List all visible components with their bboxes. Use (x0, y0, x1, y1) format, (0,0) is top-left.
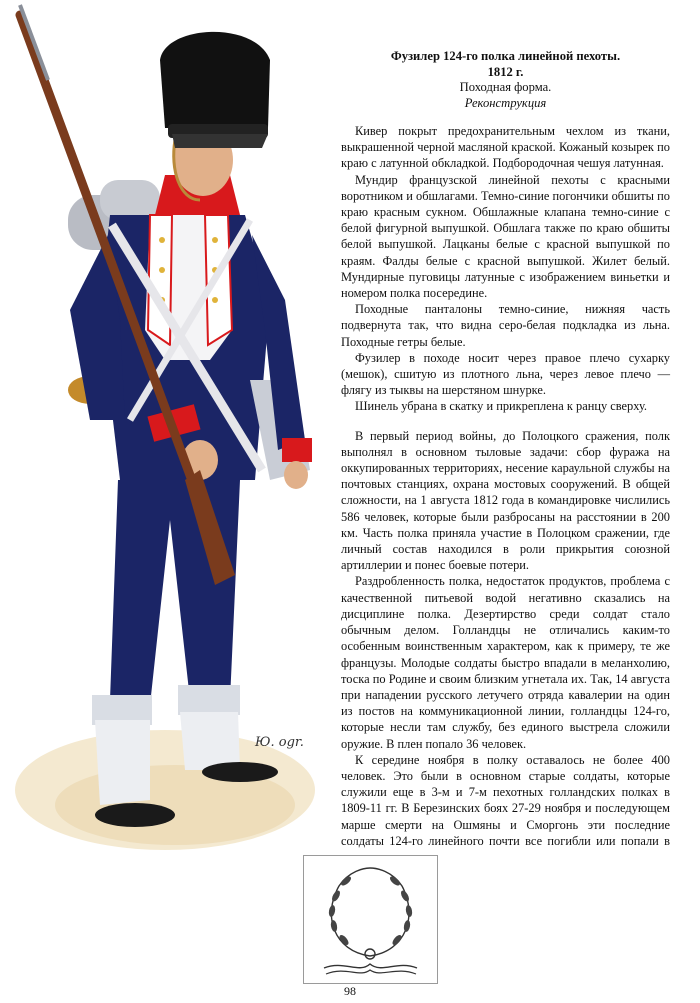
paragraph-history-2: Раздробленность полка, недостаток продуктов, проблема с качественной питьевой водой негативно сказались на дисциплине полка. Дезертирство среди солдат стало обычным делом. Голландцы не отличались каким-то особенным воинственным характером, как к примеру, те же французы. Молодые солдаты быстро впадали в меланхолию, тоска по Родине и своим близким угнетала их. Так, 14 августа при нападении русского летучего отряда кавалерии на один из постов на коммуникационной линии, голландцы 124-го, которые несли там службу, без единого выстрела сложили оружие. В плен попало 36 человек. (341, 574, 670, 751)
caption-reconstruction: Реконструкция (464, 95, 547, 110)
paragraph-equipment: Фузилер в походе носит через правое плечо сухарку (мешок), сшитую из плотного льна, через левое плечо — флягу из тыквы на шерстяном шнурке. (341, 350, 670, 398)
paragraph-greatcoat: Шинель убрана в скатку и прикреплена к ранцу сверху. (355, 399, 648, 414)
paragraph-trousers: Походные панталоны темно-синие, нижняя часть подвернута так, что видна серо-белая подкладка из льна. Походные гетры белые. (341, 302, 670, 349)
paragraph-coat: Мундир французской линейной пехоты с красными воротником и обшлагами. Темно-синие погончики обшиты по краю красным сукном. Обшлажные клапана темно-синие с белой фигурной выпушкой. Обшлага также по краю обшиты белой выпушкой. Лацканы белые с красной выпушкой по краям. Фалды белые с красной выпушкой. Жилет белый. Мундирные пуговицы латунные с изображением виньетки и номером полка посередине. (341, 172, 670, 301)
text-column (341, 49, 670, 865)
caption-title: Фузилер 124-го полка линейной пехоты. (390, 49, 621, 63)
paragraph-history-3: К середине ноября в полку оставалось не более 400 человек. Это были в основном старые солдаты, которые служили еще в 3-м и 7-м пехотных голландских полках в 1809-11 гг. В Березинских боях 27-29 ноября и последующем марше смерти на Ошмяны и Сморгонь эти последние солдаты 124-го линейного почти все погибли или попали в (341, 752, 670, 848)
page-number: 98 (344, 984, 356, 998)
paragraph-shako: Кивер покрыт предохранительным чехлом из ткани, выкрашенной черной масляной краской. Кожаный козырек по краю с латунной обкладкой. Подбородочная чешуя латунная. (341, 124, 670, 171)
wreath-vignette (303, 855, 438, 984)
caption-subtitle: Походная форма. (459, 80, 552, 94)
caption-header (341, 49, 670, 111)
laurel-wreath-icon (304, 856, 437, 983)
artist-signature: Ю. ogr. (255, 735, 304, 750)
caption-year: 1812 г. (487, 64, 524, 79)
paragraph-history-1: В первый период войны, до Полоцкого сражения, полк выполнял в основном тыловые задачи: сбор фуража на оккупированных территориях, несение караульной службы на почтовых станциях, охрана мостовых сооружений. В общей сложности, на 1 августа 1812 года в командировке числились 586 человек, которые были разбросаны на расстоянии в 200 км. Часть полка приняла участие в Полоцком сражении, где личный состав находился в роли прикрытия союзной артиллерии и понес боевые потери. (341, 428, 670, 573)
